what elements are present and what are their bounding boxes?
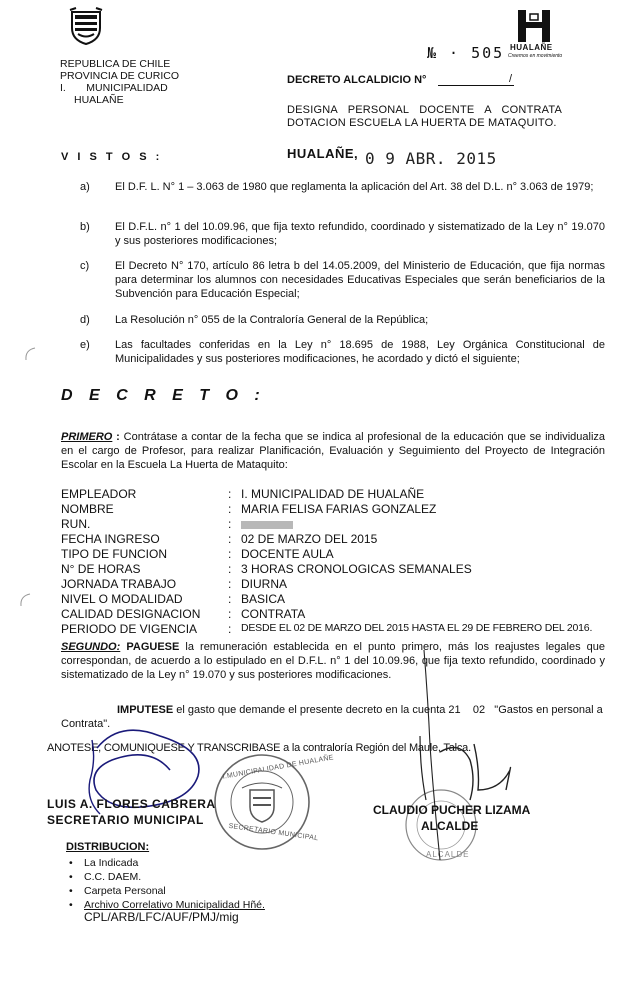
list-item: • C.C. DAEM. [66, 870, 265, 884]
item-letter: b) [80, 221, 90, 233]
imputese-bold: IMPUTESE [117, 704, 174, 716]
field-label: RUN. [61, 517, 91, 531]
punch-hole-icon [16, 590, 36, 610]
field-value: 02 DE MARZO DEL 2015 [241, 532, 378, 546]
field-colon: : [228, 622, 232, 636]
institution-header [60, 58, 235, 106]
field-colon: : [228, 547, 232, 561]
visto-item: El D.F.L. n° 1 del 10.09.96, que fija texto refundido, coordinado y sistematizado de la Ley n° 19.070 y sus posteriores modificaciones; [115, 221, 605, 247]
item-letter: a) [80, 181, 90, 193]
field-label: PERIODO DE VIGENCIA [61, 622, 198, 636]
decree-number-line [438, 85, 514, 86]
stamp-right-text: ALCALDE [426, 850, 470, 859]
field-colon: : [228, 592, 232, 606]
reference-initials: CPL/ARB/LFC/AUF/PMJ/mig [84, 910, 239, 924]
field-label: EMPLEADOR [61, 487, 137, 501]
field-colon: : [228, 562, 232, 576]
field-label: TIPO DE FUNCION [61, 547, 168, 561]
vistos-heading: V I S T O S : [61, 151, 163, 163]
primero-label: PRIMERO [61, 431, 113, 443]
run-redacted [241, 517, 293, 532]
field-label: NOMBRE [61, 502, 114, 516]
field-colon: : [228, 577, 232, 591]
logo-name: HUALAÑE [510, 43, 553, 52]
header-line: REPUBLICA DE CHILE [60, 58, 171, 70]
field-value: 3 HORAS CRONOLOGICAS SEMANALES [241, 562, 472, 576]
logo-tagline: Creemos en movimiento [508, 53, 563, 59]
field-colon: : [228, 607, 232, 621]
primero-paragraph [61, 431, 605, 472]
secretary-name: LUIS A. FLORES CABRERA [47, 797, 216, 811]
field-label: CALIDAD DESIGNACION [61, 607, 201, 621]
field-label: JORNADA TRABAJO [61, 577, 177, 591]
secretary-title: SECRETARIO MUNICIPAL [47, 813, 204, 827]
field-value: DESDE EL 02 DE MARZO DEL 2015 HASTA EL 29 DE FEBRERO DEL 2016. [241, 622, 593, 634]
field-value: BASICA [241, 592, 286, 606]
city: HUALAÑE, [287, 146, 359, 161]
segundo-paragraph [61, 641, 605, 682]
list-item: • La Indicada [66, 856, 265, 870]
decree-label: DECRETO ALCALDICIO N° [287, 74, 427, 86]
stamp-left-bottom-text: SECRETARIO MUNICIPAL [228, 822, 319, 843]
distribution-heading: DISTRIBUCION: [66, 841, 150, 853]
field-label: N° DE HORAS [61, 562, 141, 576]
decreto-heading: D E C R E T O : [61, 387, 266, 404]
redaction-blot [241, 521, 293, 529]
field-colon: : [228, 532, 232, 546]
field-value: MARIA FELISA FARIAS GONZALEZ [241, 502, 437, 516]
visto-item: Las facultades conferidas en la Ley n° 18.695 de 1988, Ley Orgánica Constitucional de Municipalidades y sus posteriores modificaciones, he acordado y dictó el siguiente; [115, 339, 605, 365]
item-letter: c) [80, 260, 90, 272]
decree-number-stamp: № · 505 [427, 44, 505, 62]
mayor-title: ALCALDE [421, 819, 479, 833]
field-colon: : [228, 487, 232, 501]
punch-hole-icon [21, 344, 41, 364]
segundo-label: SEGUNDO: [61, 641, 121, 653]
imputese-text: el gasto que demande el presente decreto en la cuenta 21 02 "Gastos en personal a Contrata". [61, 704, 606, 730]
mayor-name: CLAUDIO PUCHER LIZAMA [373, 803, 531, 817]
primero-text: Contrátase a contar de la fecha que se indica al profesional de la educación que se individualiza en el cargo de Profesor, para realizar Planificación, Evaluación y Seguimiento del Proyecto de Integración Escolar en la Escuela La Huerta de Mataquito: [61, 431, 606, 471]
distribution-list [66, 856, 265, 912]
primero-colon: : [112, 431, 124, 443]
coat-of-arms-icon [66, 6, 106, 46]
segundo-text: la remuneración establecida en el punto primero, más los reajustes legales que correspondan, de acuerdo a lo estipulado en el D.F.L. n° 1 del 10.09.96, que fija texto refundido, coordinado y sistematizado de la Ley n° 19.070 y sus posteriores modificaciones. [61, 641, 605, 681]
list-item: • Carpeta Personal [66, 884, 265, 898]
item-letter: d) [80, 314, 90, 326]
field-label: NIVEL O MODALIDAD [61, 592, 183, 606]
anotese-line: ANOTESE, COMUNIQUESE Y TRANSCRIBASE a la contraloría Región del Maule, Talca. [47, 742, 471, 754]
field-value: I. MUNICIPALIDAD DE HUALAÑE [241, 487, 425, 501]
decree-slash: / [509, 73, 513, 85]
list-item: • Archivo Correlativo Municipalidad Hñé. [66, 898, 265, 912]
field-colon: : [228, 517, 232, 531]
field-value: CONTRATA [241, 607, 306, 621]
visto-item: El D.F. L. N° 1 – 3.063 de 1980 que reglamenta la aplicación del Art. 38 del D.L. n° 3.063 de 1979; [115, 181, 594, 193]
field-value: DIURNA [241, 577, 288, 591]
header-line: HUALAÑE [74, 94, 124, 106]
field-label: FECHA INGRESO [61, 532, 160, 546]
visto-item: El Decreto N° 170, artículo 86 letra b del 14.05.2009, del Ministerio de Educación, que fija normas para determinar los alumnos con necesidades Educativas Especiales que serán beneficiarios de la Subvención para Educación Especial; [115, 260, 605, 300]
imputese-paragraph [61, 704, 605, 732]
decree-subject: DESIGNA PERSONAL DOCENTE A CONTRATA DOTACION ESCUELA LA HUERTA DE MATAQUITO. [287, 104, 562, 129]
field-colon: : [228, 502, 232, 516]
header-line: PROVINCIA DE CURICO [60, 70, 180, 82]
segundo-bold: PAGUESE [120, 641, 180, 653]
visto-item: La Resolución n° 055 de la Contraloría General de la República; [115, 314, 429, 326]
item-letter: e) [80, 339, 90, 351]
header-line: I. MUNICIPALIDAD [60, 82, 168, 94]
field-value: DOCENTE AULA [241, 547, 334, 561]
stamp-left-top-text: I.MUNICIPALIDAD DE HUALAÑE [222, 754, 335, 781]
date-stamp: 0 9 ABR. 2015 [365, 149, 497, 168]
